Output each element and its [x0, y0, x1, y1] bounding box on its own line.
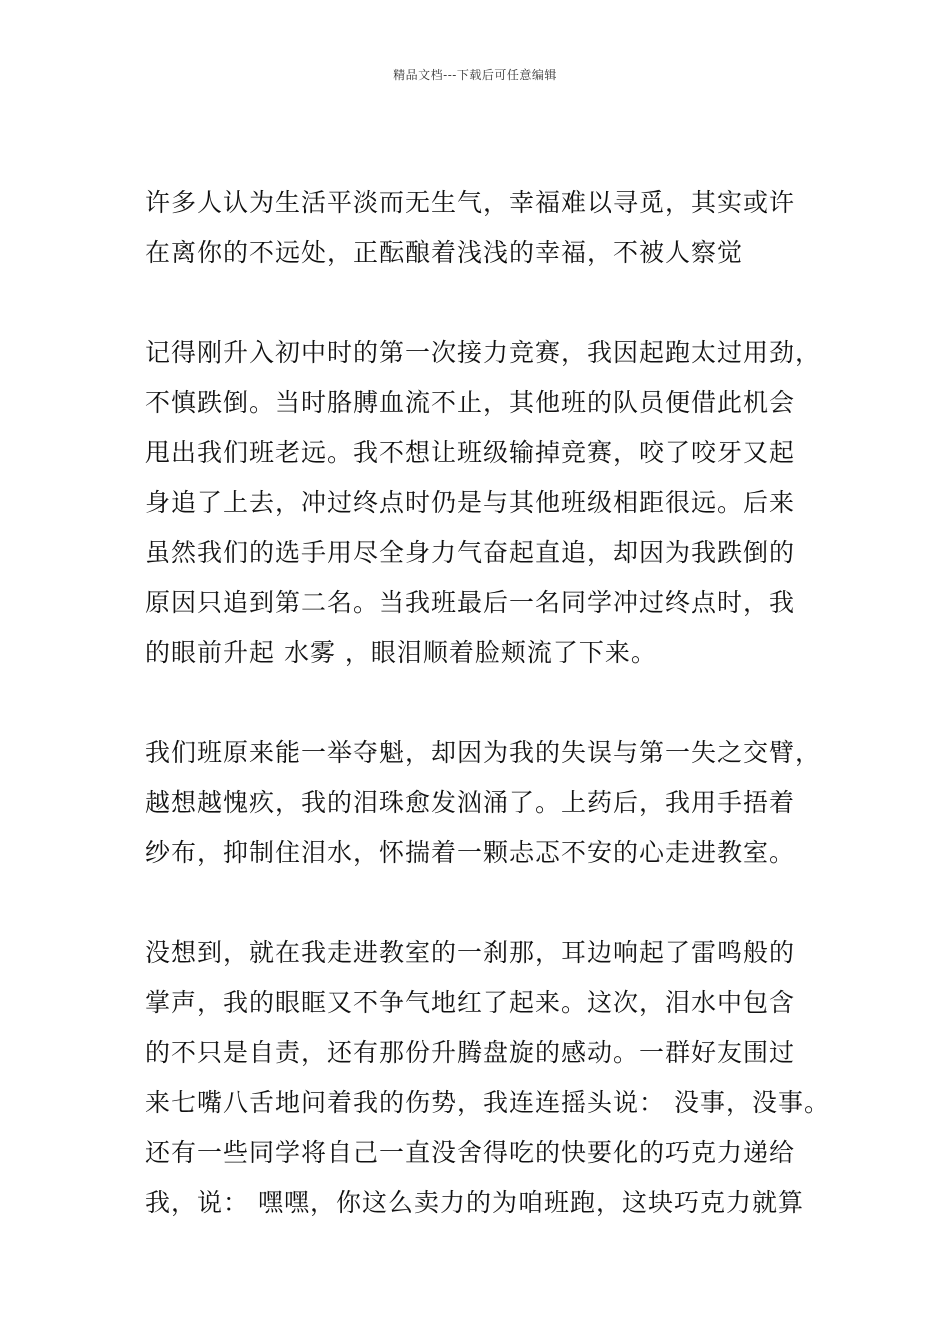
text-line: 越想越愧疚，我的泪珠愈发汹涌了。上药后，我用手捂着	[145, 788, 796, 817]
text-line: 的眼前升起 水雾 ，眼泪顺着脸颊流了下来。	[145, 638, 657, 667]
document-body	[145, 178, 830, 1228]
text-line: 身追了上去，冲过终点时仍是与其他班级相距很远。后来	[145, 488, 796, 517]
text-line: 记得刚升入初中时的第一次接力竞赛，我因起跑太过用劲，	[145, 338, 822, 367]
text-line: 原因只追到第二名。当我班最后一名同学冲过终点时，我	[145, 588, 796, 617]
text-line: 没想到，就在我走进教室的一刹那，耳边响起了雷鸣般的	[145, 938, 796, 967]
text-line: 的不只是自责，还有那份升腾盘旋的感动。一群好友围过	[145, 1038, 796, 1067]
text-line: 还有一些同学将自己一直没舍得吃的快要化的巧克力递给	[145, 1138, 796, 1167]
paragraph-1	[145, 178, 825, 278]
paragraph-3	[145, 728, 825, 878]
paragraph-4	[145, 928, 830, 1228]
text-line: 来七嘴八舌地问着我的伤势，我连连摇头说： 没事，没事。	[145, 1088, 830, 1117]
page-header: 精品文档---下载后可任意编辑	[393, 68, 557, 82]
text-line: 许多人认为生活平淡而无生气，幸福难以寻觅，其实或许	[145, 188, 796, 217]
text-line: 我，说： 嘿嘿，你这么卖力的为咱班跑，这块巧克力就算	[145, 1188, 804, 1217]
paragraph-2	[145, 328, 825, 678]
text-line: 虽然我们的选手用尽全身力气奋起直追，却因为我跌倒的	[145, 538, 796, 567]
text-line: 掌声，我的眼眶又不争气地红了起来。这次，泪水中包含	[145, 988, 796, 1017]
text-line: 不慎跌倒。当时胳膊血流不止，其他班的队员便借此机会	[145, 388, 796, 417]
text-line: 纱布，抑制住泪水，怀揣着一颗忐忑不安的心走进教室。	[145, 838, 796, 867]
text-line: 我们班原来能一举夺魁，却因为我的失误与第一失之交臂，	[145, 738, 822, 767]
text-line: 在离你的不远处，正酝酿着浅浅的幸福，不被人察觉	[145, 238, 744, 267]
text-line: 甩出我们班老远。我不想让班级输掉竞赛，咬了咬牙又起	[145, 438, 796, 467]
